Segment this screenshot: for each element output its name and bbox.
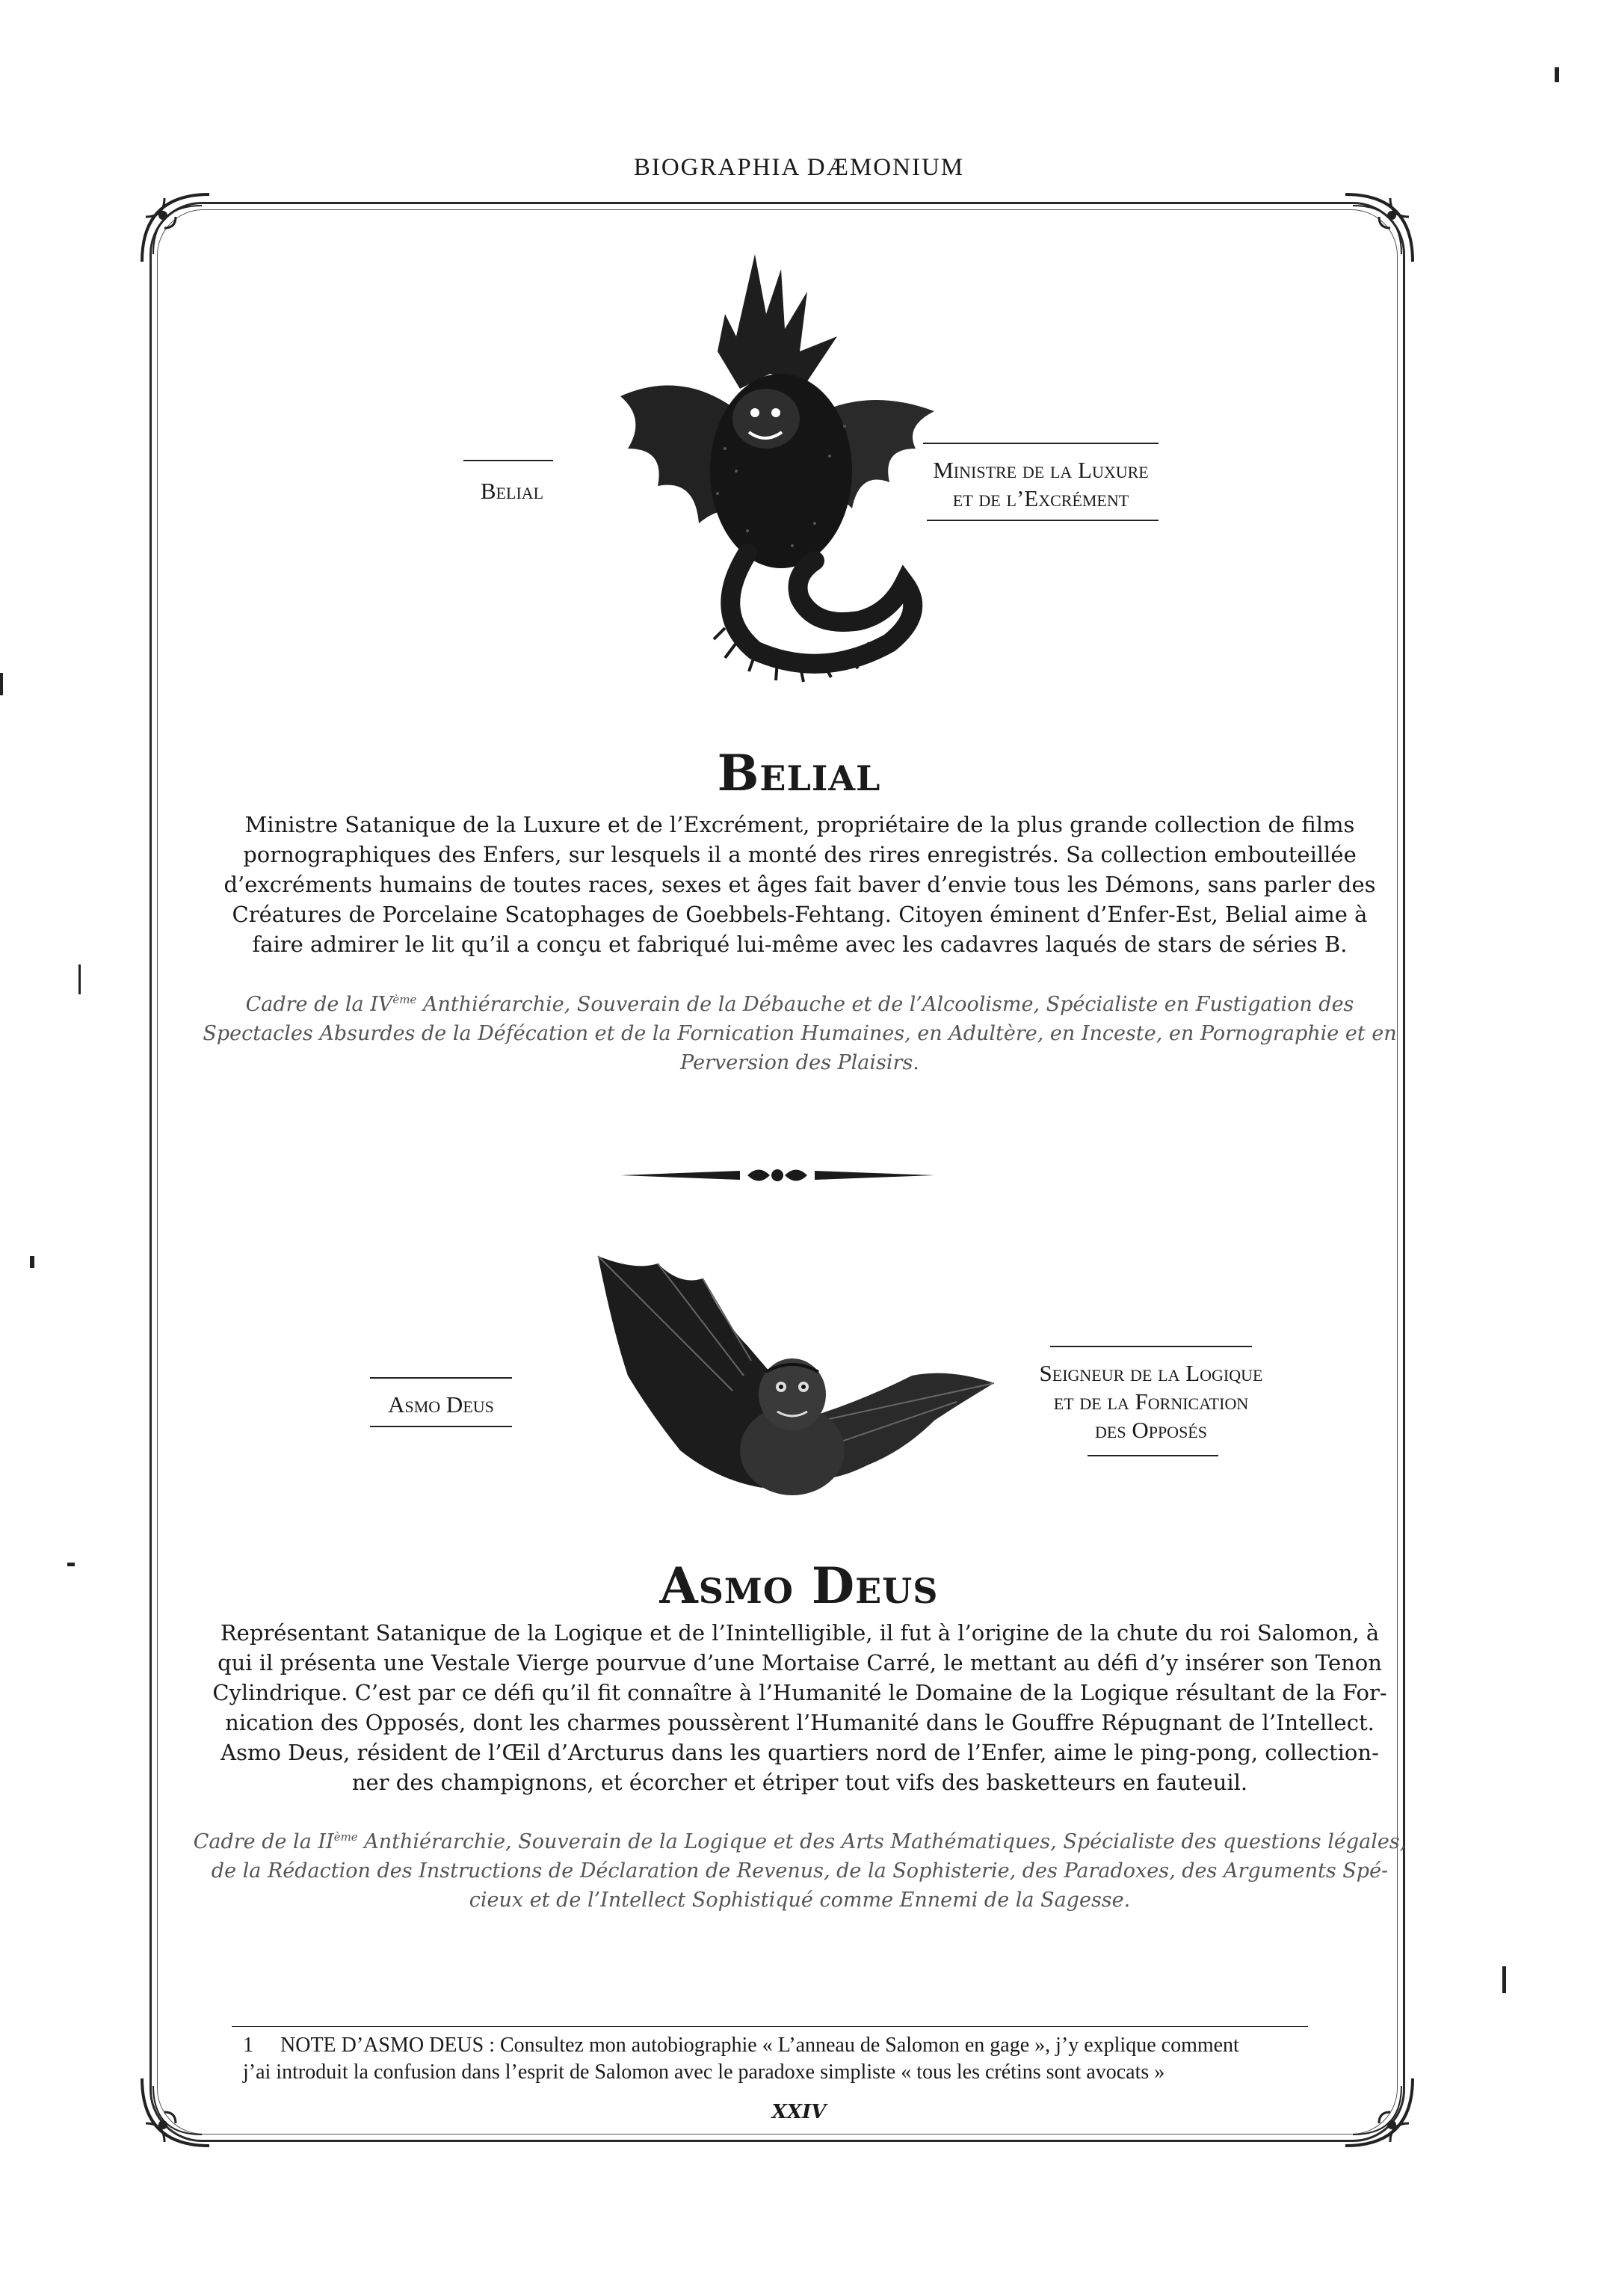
belial-title-line1: Ministre de la Luxure bbox=[933, 457, 1149, 483]
belial-title-label bbox=[889, 456, 1192, 513]
asmodeus-description bbox=[149, 1618, 1450, 1797]
titles-line: cieux et de l’Intellect Sophistiqué comme Ennemi de la Sagesse. bbox=[469, 1889, 1131, 1912]
asmodeus-title-line1: Seigneur de la Logique bbox=[1039, 1360, 1263, 1386]
description-line: Asmo Deus, résident de l’Œil d’Arcturus dans les quartiers nord de l’Enfer, aime le ping-pong, collection- bbox=[220, 1740, 1379, 1765]
footnote-number: 1 bbox=[243, 2034, 253, 2057]
titles-line: de la Rédaction des Instructions de Déclaration de Revenus, de la Sophisterie, des Paradoxes, des Arguments Spé- bbox=[211, 1859, 1389, 1883]
footnote-line1: 1 NOTE D’ASMO DEUS : Consultez mon autobiographie « L’anneau de Salomon en gage », j’y explique comment bbox=[243, 2034, 1239, 2057]
scan-speck bbox=[1502, 1966, 1506, 1993]
asmodeus-title-line2: et de la Fornication bbox=[1053, 1388, 1249, 1415]
scan-speck bbox=[78, 964, 81, 994]
description-line: pornographiques des Enfers, sur lesquels il a monté des rires enregistrés. Sa collection embouteillée bbox=[243, 842, 1357, 867]
asmodeus-name-rule-bottom bbox=[370, 1426, 512, 1427]
belial-title-line2: et de l’Excrément bbox=[952, 485, 1129, 511]
description-line: ner des champignons, et écorcher et étriper tout vifs des basketteurs en fauteuil. bbox=[351, 1770, 1248, 1795]
footnote-line2: j’ai introduit la confusion dans l’esprit de Salomon avec le paradoxe simpliste « tous les crétins sont avocats » bbox=[243, 2060, 1165, 2084]
asmodeus-titles bbox=[172, 1823, 1428, 1915]
footnote bbox=[243, 2032, 1364, 2086]
asmodeus-name-rule-top bbox=[370, 1377, 512, 1379]
scan-speck bbox=[1555, 67, 1559, 82]
belial-description bbox=[149, 810, 1450, 959]
titles-line: Perversion des Plaisirs. bbox=[680, 1051, 919, 1074]
belial-titles bbox=[172, 985, 1428, 1077]
description-line: Cylindrique. C’est par ce défi qu’il fit connaître à l’Humanité le Domaine de la Logique résultant de la For- bbox=[212, 1680, 1387, 1705]
description-line: d’excréments humains de toutes races, sexes et âges fait baver d’envie tous les Démons, sans parler des bbox=[223, 872, 1376, 897]
titles-line: Cadre de la IIème Anthiérarchie, Souverain de la Logique et des Arts Mathématiques, Spécialiste des questions légales, bbox=[193, 1830, 1407, 1853]
ornamental-divider-icon bbox=[620, 1160, 934, 1190]
belial-name-label: Belial bbox=[480, 478, 544, 504]
asmodeus-heading: Asmo Deus bbox=[659, 1557, 939, 1615]
running-head: BIOGRAPHIA DÆMONIUM bbox=[633, 154, 965, 181]
scan-speck bbox=[0, 673, 3, 695]
belial-name-rule bbox=[463, 460, 553, 461]
description-line: faire admirer le lit qu’il a conçu et fabriqué lui-même avec les cadavres laqués de stars de séries B. bbox=[252, 932, 1348, 957]
description-line: qui il présenta une Vestale Vierge pourvue d’une Mortaise Carré, le mettant au défi d’y insérer son Tenon bbox=[218, 1650, 1382, 1675]
asmodeus-name-label: Asmo Deus bbox=[388, 1391, 494, 1418]
asmodeus-title-rule-bottom bbox=[1088, 1455, 1218, 1456]
asmodeus-title-label bbox=[987, 1359, 1315, 1444]
titles-line: Spectacles Absurdes de la Défécation et de la Fornication Humaines, en Adultère, en Inceste, en Pornographie et en bbox=[203, 1022, 1397, 1045]
description-line: nication des Opposés, dont les charmes poussèrent l’Humanité dans le Gouffre Répugnant de l’Intellect. bbox=[225, 1710, 1375, 1735]
asmodeus-title-rule-top bbox=[1050, 1346, 1252, 1347]
description-line: Ministre Satanique de la Luxure et de l’Excrément, propriétaire de la plus grande collection de films bbox=[244, 812, 1355, 837]
asmodeus-title-line3: des Opposés bbox=[1095, 1417, 1207, 1443]
belial-heading: Belial bbox=[717, 744, 881, 802]
description-line: Créatures de Porcelaine Scatophages de Goebbels-Fehtang. Citoyen éminent d’Enfer-Est, Belial aime à bbox=[232, 902, 1368, 927]
filigree-corner-icon bbox=[135, 187, 217, 269]
scan-speck bbox=[67, 1563, 75, 1566]
footnote-rule bbox=[232, 2026, 1308, 2027]
page-number: XXIV bbox=[771, 2101, 827, 2123]
scan-speck bbox=[30, 1256, 34, 1268]
belial-title-rule-bottom bbox=[927, 520, 1159, 521]
titles-line: Cadre de la IVème Anthiérarchie, Souverain de la Débauche et de l’Alcoolisme, Spécialiste en Fustigation des bbox=[245, 993, 1354, 1016]
filigree-corner-icon bbox=[1338, 187, 1420, 269]
bat-demon-illustration bbox=[553, 1241, 1002, 1525]
description-line: Représentant Satanique de la Logique et de l’Inintelligible, il fut à l’origine de la chute du roi Salomon, à bbox=[220, 1620, 1380, 1646]
belial-title-rule-top bbox=[923, 443, 1159, 444]
